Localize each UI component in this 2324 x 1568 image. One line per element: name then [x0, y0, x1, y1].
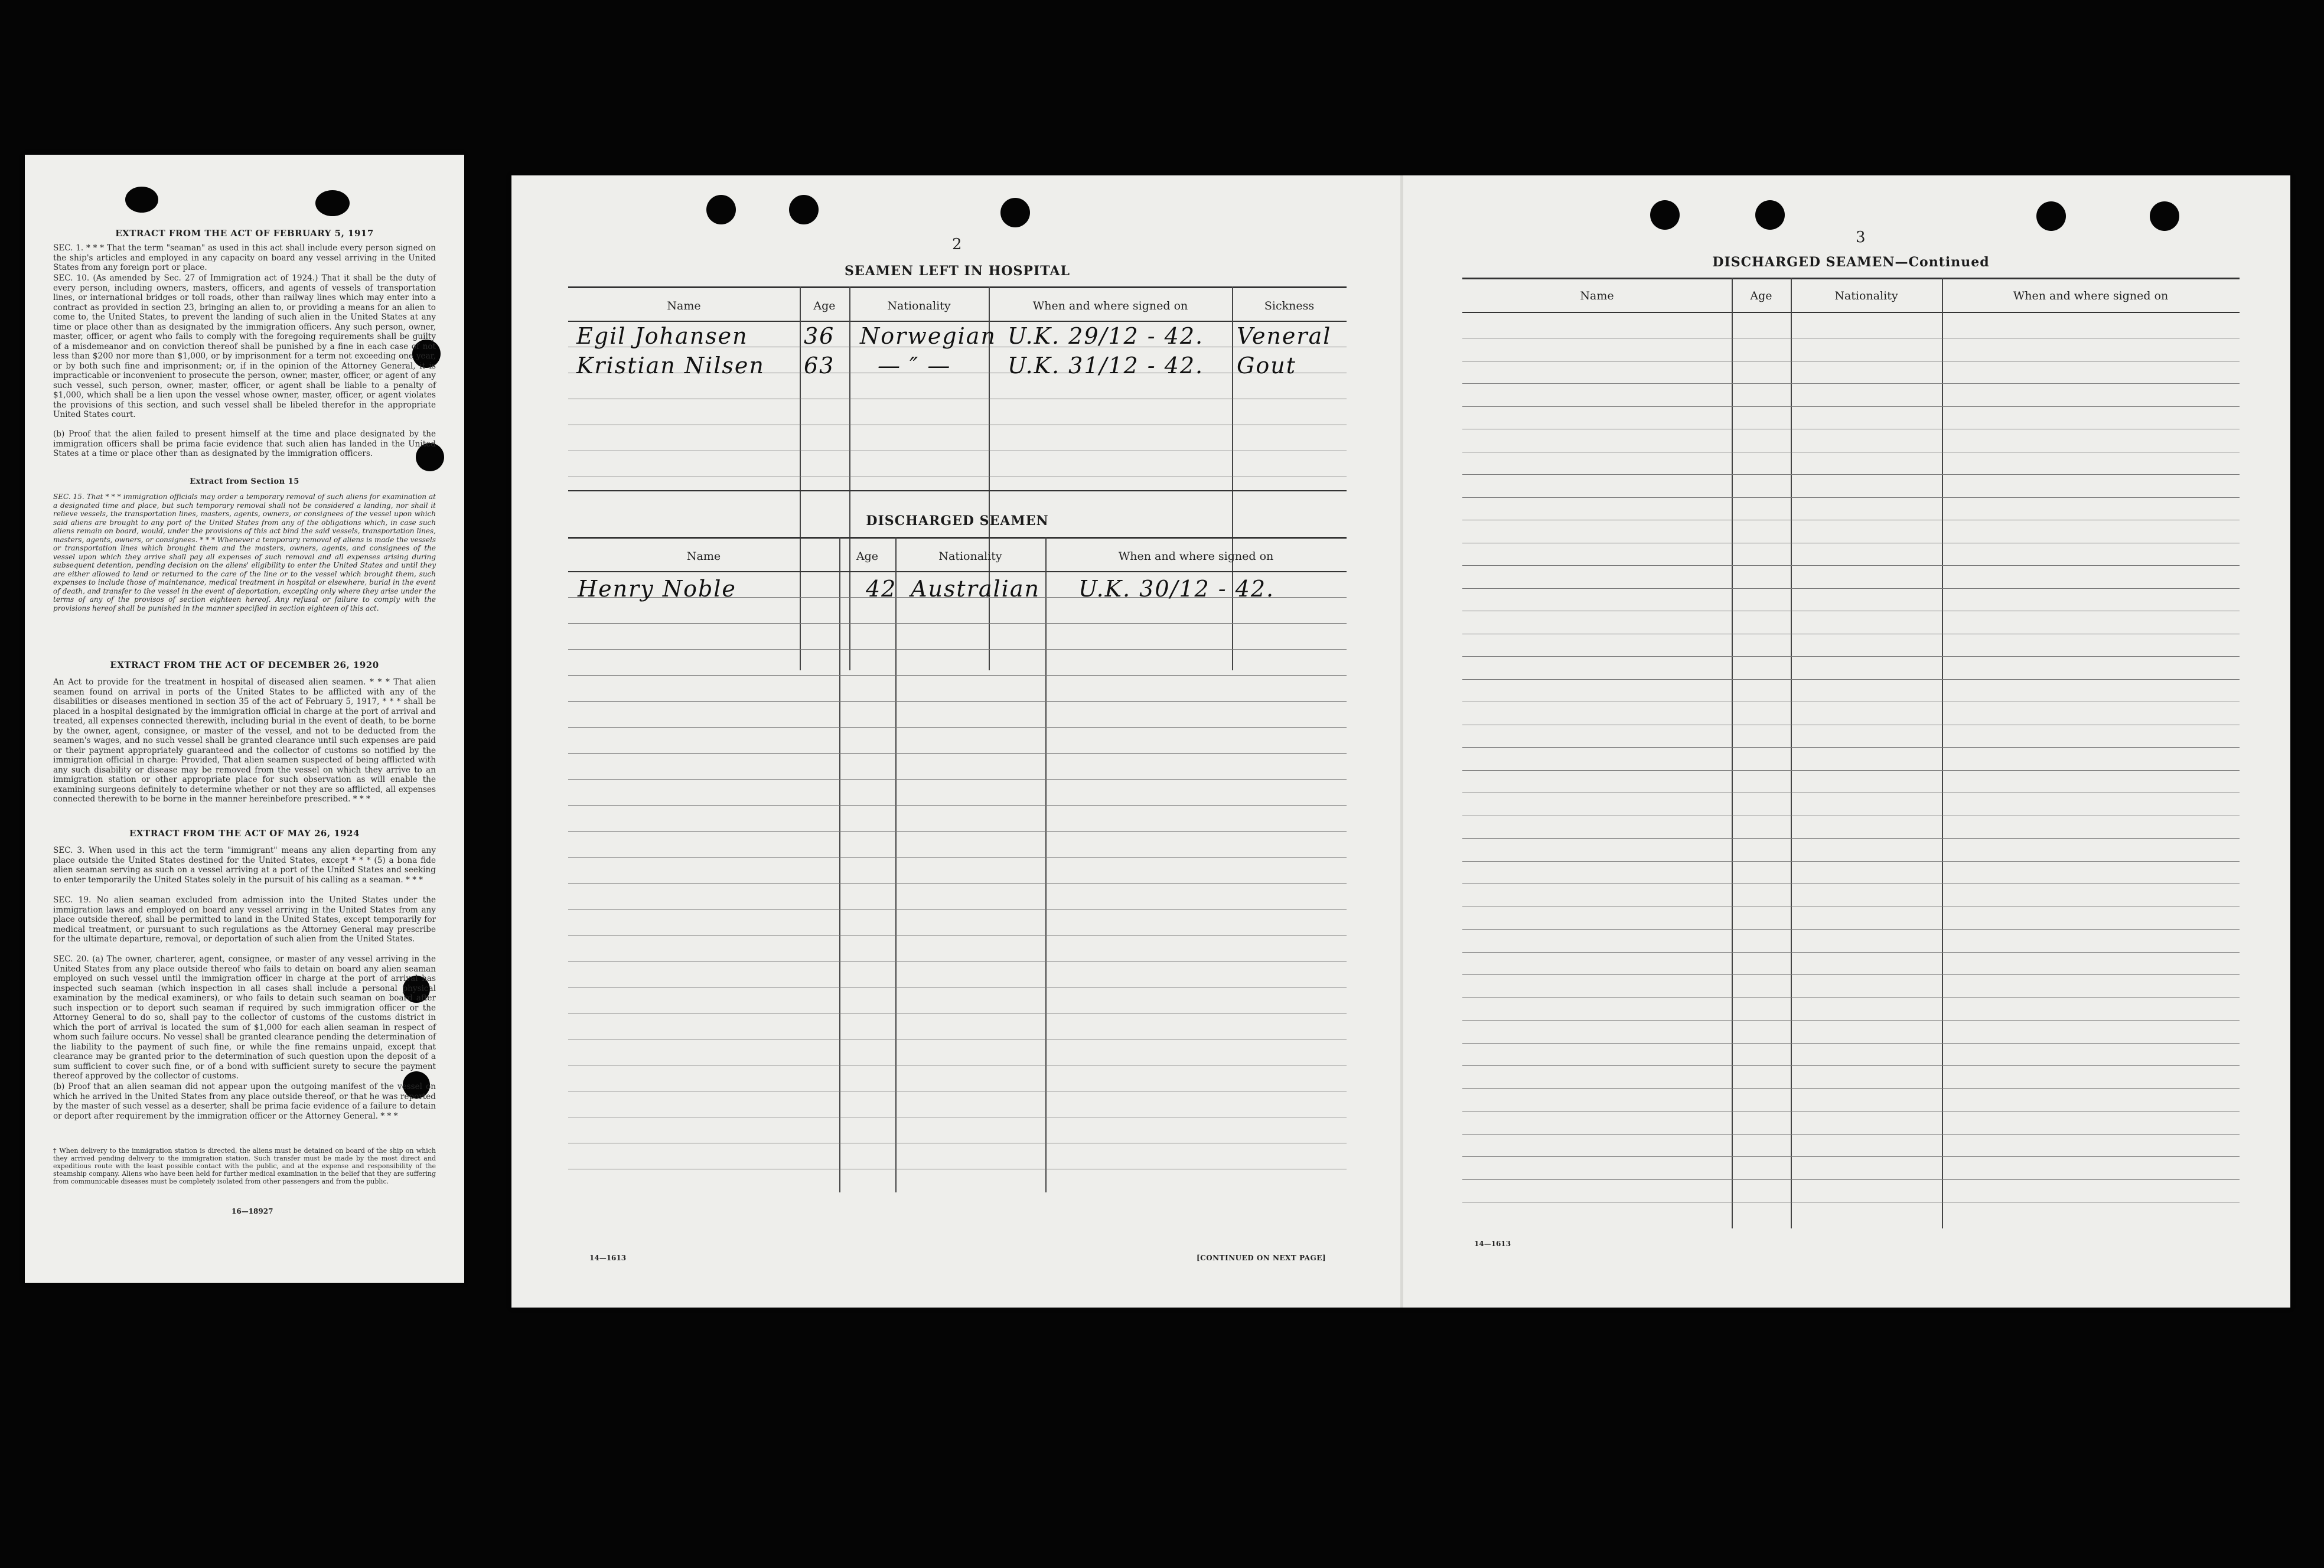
row-rule — [568, 753, 1347, 754]
column-divider — [1942, 278, 1943, 1228]
section-15-text: SEC. 15. That * * * immigration officials may order a temporary removal of such aliens for examination at a designated time and place, but such temporary removal shall not be considered a landing, nor shall it relieve vessels, the transportation lines, masters, agents, owners, or consignees of the vessel upon which said aliens are brought to any port of the United States from any of the obligations which, in case such aliens remain on board, would, under the provisions of this act bind the said vessels, transportation lines, masters, agents, owners, or consignees. * * * Whenever a temporary removal of aliens is made the vessels or transportation lines which brought them and the masters, owners, agents, and consignees of the vessel upon which they arrive shall pay all expenses of such removal and all expenses arising during subsequent detention, pending decision on the aliens' eligibility to enter the United States and until they are either allowed to land or returned to the care of the line or to the vessel which brought them, such expenses to include those of maintenance, medical treatment in hospital or elsewhere, burial in the event of death, and transfer to the vessel in the event of deportation, excepting only where they arise under the terms of any of the provisos of section eighteen hereof. Any refusal or failure to comply with the provisions hereof shall be punished in the manner specified in section eighteen of this act. — [53, 493, 436, 612]
section-20-text: SEC. 20. (a) The owner, charterer, agent, consignee, or master of any vessel arriving in the United States from any place outside thereof who fails to detain on board any alien seaman employed on such vessel until the immigration officer in charge at the port of arrival has inspected such seaman (which inspection in all cases shall include a personal physical examination by the medical examiners), or who fails to detain such seaman on board after such inspection or to deport such seaman if required by such immigration officer or the Attorney General to do so, shall pay to the collector of customs of the customs district in which the port of arrival is located the sum of $1,000 for each alien seaman in respect of whom such failure occurs. No vessel shall be granted clearance pending the determination of the liability to the payment of such fine, or while the fine remains unpaid, except that clearance may be granted prior to the determination of such question upon the deposit of a sum sufficient to cover such fine, or of a bond with sufficient surety to secure the payment thereof approved by the collector of customs. — [53, 954, 436, 1081]
column-divider — [1045, 537, 1047, 1192]
column-divider — [839, 537, 840, 1192]
row-rule — [568, 857, 1347, 858]
section-3-text: SEC. 3. When used in this act the term "immigrant" means any alien departing from any place outside the United States destined for the United States, except * * * (5) a bona fide alien seaman serving as such on a vessel arriving at a port of the United States and seeking to enter temporarily the United States solely in the pursuit of his calling as a seaman. * * * — [53, 846, 436, 885]
row-rule — [1462, 838, 2240, 839]
age-header: Age — [1750, 289, 1772, 302]
hospital-row-1-signed-on: U.K. 29/12 - 42. — [1008, 323, 1204, 349]
act-1924-heading: EXTRACT FROM THE ACT OF MAY 26, 1924 — [129, 828, 360, 839]
row-rule — [1462, 770, 2240, 771]
row-rule — [1462, 406, 2240, 407]
row-rule — [1462, 861, 2240, 862]
signed-on-header: When and where signed on — [2013, 289, 2169, 302]
punch-hole — [1755, 200, 1785, 230]
hospital-row-1-sickness: Veneral — [1237, 323, 1332, 349]
row-rule — [1462, 474, 2240, 475]
discharged-row-1-nationality: Australian — [911, 576, 1040, 602]
age-header: Age — [813, 299, 836, 312]
form-spread — [511, 175, 2290, 1308]
row-rule — [1462, 656, 2240, 657]
act-1917-heading: EXTRACT FROM THE ACT OF FEBRUARY 5, 1917 — [115, 228, 374, 239]
section-10-b-text: (b) Proof that the alien failed to present himself at the time and place designated by the immigration officers shall be prima facie evidence that such alien has landed in the United States at a time or place other than as designated by the immigration officers. — [53, 429, 436, 458]
page-2-number: 2 — [952, 236, 962, 253]
row-rule — [568, 883, 1347, 884]
row-rule — [1462, 952, 2240, 953]
punch-hole — [1650, 200, 1680, 230]
table-bottom-rule — [568, 490, 1347, 491]
name-header: Name — [1580, 289, 1614, 302]
hospital-row-1-nationality: Norwegian — [860, 323, 996, 349]
legal-extract-slip — [25, 155, 464, 1283]
act-1920-heading: EXTRACT FROM THE ACT OF DECEMBER 26, 1920 — [110, 660, 379, 670]
discharged-row-1-signed-on: U.K. 30/12 - 42. — [1078, 576, 1275, 602]
punch-hole — [2036, 201, 2066, 231]
header-bottom-rule — [568, 321, 1347, 322]
header-bottom-rule — [1462, 312, 2240, 313]
signed-on-header: When and where signed on — [1032, 299, 1188, 312]
table-top-rule — [1462, 278, 2240, 279]
slip-form-number: 16—18927 — [232, 1207, 273, 1215]
row-rule — [1462, 1088, 2240, 1089]
section-1-text: SEC. 1. * * * That the term "seaman" as used in this act shall include every person signed on the ship's articles and employed in any capacity on board any vessel arriving in the United States from any foreign port or place. — [53, 243, 436, 272]
row-rule — [568, 623, 1347, 624]
punch-hole — [789, 195, 819, 224]
row-rule — [1462, 588, 2240, 589]
discharged-row-1-name: Henry Noble — [578, 576, 736, 602]
name-header: Name — [667, 299, 701, 312]
page-2-form-number: 14—1613 — [589, 1254, 627, 1262]
name-header: Name — [686, 550, 721, 563]
page-fold — [1400, 175, 1403, 1308]
section-15-heading: Extract from Section 15 — [190, 477, 299, 486]
act-1920-text: An Act to provide for the treatment in hospital of diseased alien seamen. * * * That alien seamen found on arrival in ports of the United States to be afflicted with any of the disabilities or diseases mentioned in section 35 of the act of February 5, 1917, * * * shall be placed in a hospital designated by the immigration official in charge at the port of arrival and treated, all expenses connected therewith, including burial in the event of death, to be borne by the owner, agent, consignee, or master of the vessel, and not to be deducted from the seamen's wages, and no such vessel shall be granted clearance until such expenses are paid or their payment appropriately guaranteed and the collector of customs so notified by the immigration official in charge: Provided, That alien seamen suspected of being afflicted with any such disability or disease may be removed from the vessel on which they arrive to an immigration station or other appropriate place for such observation as will enable the examining surgeons definitely to determine whether or not they are so afflicted, all expenses connected therewith to be borne in the manner hereinbefore prescribed. * * * — [53, 677, 436, 804]
discharged-row-1-age: 42 — [866, 576, 897, 602]
nationality-header: Nationality — [887, 299, 951, 312]
age-header: Age — [856, 550, 879, 563]
row-rule — [1462, 1065, 2240, 1066]
page-3-form-number: 14—1613 — [1474, 1240, 1511, 1248]
continued-note: [CONTINUED ON NEXT PAGE] — [1197, 1254, 1326, 1262]
hospital-row-1-name: Egil Johansen — [576, 323, 748, 349]
row-rule — [1462, 929, 2240, 930]
punch-hole — [1000, 198, 1030, 227]
row-rule — [568, 649, 1347, 650]
hospital-row-2-nationality: — ″ — — [878, 353, 951, 379]
row-rule — [1462, 747, 2240, 748]
nationality-header: Nationality — [1834, 289, 1898, 302]
row-rule — [568, 805, 1347, 806]
sickness-header: Sickness — [1264, 299, 1315, 312]
signed-on-header: When and where signed on — [1118, 550, 1274, 563]
row-rule — [1462, 1156, 2240, 1157]
hospital-row-2-signed-on: U.K. 31/12 - 42. — [1008, 353, 1204, 379]
delivery-footnote: † When delivery to the immigration station is directed, the aliens must be detained on board of the ship on which they arrived pending delivery to the immigration station. Such transfer must be made by the most direct and expeditious route with the least possible contact with the public, and at the expense and responsibility of the steamship company. Aliens who have been held for further medical examination in the belief that they are suffering from communicable diseases must be completely isolated from other passengers and from the public. — [53, 1147, 436, 1185]
discharged-table — [568, 537, 1347, 1192]
row-rule — [568, 727, 1347, 728]
hospital-row-2-name: Kristian Nilsen — [576, 353, 765, 379]
column-divider — [1732, 278, 1733, 1228]
section-10-text: SEC. 10. (As amended by Sec. 27 of Immigration act of 1924.) That it shall be the duty of every person, including owners, masters, officers, and agents of vessels of transportation lines, or international bridges or toll roads, other than railway lines which may enter into a contract as provided in section 23, bringing an alien to, or providing a means for an alien to come to, the United States, to prevent the landing of such alien in the United States at any time or place other than as designated by the immigration officers. Any such person, owner, master, officer, or agent who fails to comply with the foregoing requirements shall be guilty of a misdemeanor and on conviction thereof shall be punished by a fine in each case of not less than $200 nor more than $1,000, or by imprisonment for a term not exceeding one year, or by both such fine and imprisonment; or, if in the opinion of the Attorney General, it is impracticable or inconvenient to prosecute the person, owner, master, officer, or agent of any such vessel, such person, owner, master, officer, or agent shall be liable to a penalty of $1,000, which shall be a lien upon the vessel whose owner, master, officer, or agent violates the provisions of this section, and such vessel shall be libeled therefor in the appropriate United States court. — [53, 273, 436, 419]
table-top-rule — [568, 537, 1347, 539]
column-divider — [1791, 278, 1792, 1228]
row-rule — [568, 701, 1347, 702]
row-rule — [568, 831, 1347, 832]
header-bottom-rule — [568, 571, 1347, 572]
discharged-section-title: DISCHARGED SEAMEN — [866, 513, 1049, 529]
row-rule — [568, 675, 1347, 676]
row-rule — [1462, 1043, 2240, 1044]
punch-hole — [706, 195, 736, 224]
table-top-rule — [568, 286, 1347, 288]
row-rule — [1462, 497, 2240, 498]
nationality-header: Nationality — [938, 550, 1002, 563]
hospital-row-2-sickness: Gout — [1237, 353, 1296, 379]
hospital-row-2-age: 63 — [804, 353, 835, 379]
hospital-section-title: SEAMEN LEFT IN HOSPITAL — [845, 263, 1070, 279]
row-rule — [1462, 679, 2240, 680]
row-rule — [1462, 1020, 2240, 1021]
punch-hole — [2150, 201, 2179, 231]
row-rule — [1462, 974, 2240, 975]
punch-hole — [125, 187, 158, 213]
row-rule — [568, 779, 1347, 780]
hospital-row-1-age: 36 — [804, 323, 835, 349]
row-rule — [1462, 1179, 2240, 1180]
discharged-continued-table — [1462, 278, 2240, 1234]
row-rule — [1462, 1134, 2240, 1135]
section-19-text: SEC. 19. No alien seaman excluded from admission into the United States under the immigration laws and employed on board any vessel arriving in the United States from any place outside thereof, shall be permitted to land in the United States, except temporarily for medical treatment, or pursuant to such regulations as the Attorney General may prescribe for the ultimate departure, removal, or deportation of such alien from the United States. — [53, 895, 436, 944]
page-3-number: 3 — [1856, 229, 1866, 246]
punch-hole — [315, 190, 350, 216]
discharged-continued-title: DISCHARGED SEAMEN—Continued — [1712, 255, 1990, 270]
row-rule — [1462, 997, 2240, 998]
row-rule — [1462, 565, 2240, 566]
row-rule — [1462, 383, 2240, 384]
section-20-b-text: (b) Proof that an alien seaman did not appear upon the outgoing manifest of the vessel on which he arrived in the United States from any place outside thereof, or that he was reported by the master of such vessel as a deserter, shall be prima facie evidence of a failure to detain or deport after requirement by the immigration officer or the Attorney General. * * * — [53, 1082, 436, 1121]
column-divider — [895, 537, 897, 1192]
